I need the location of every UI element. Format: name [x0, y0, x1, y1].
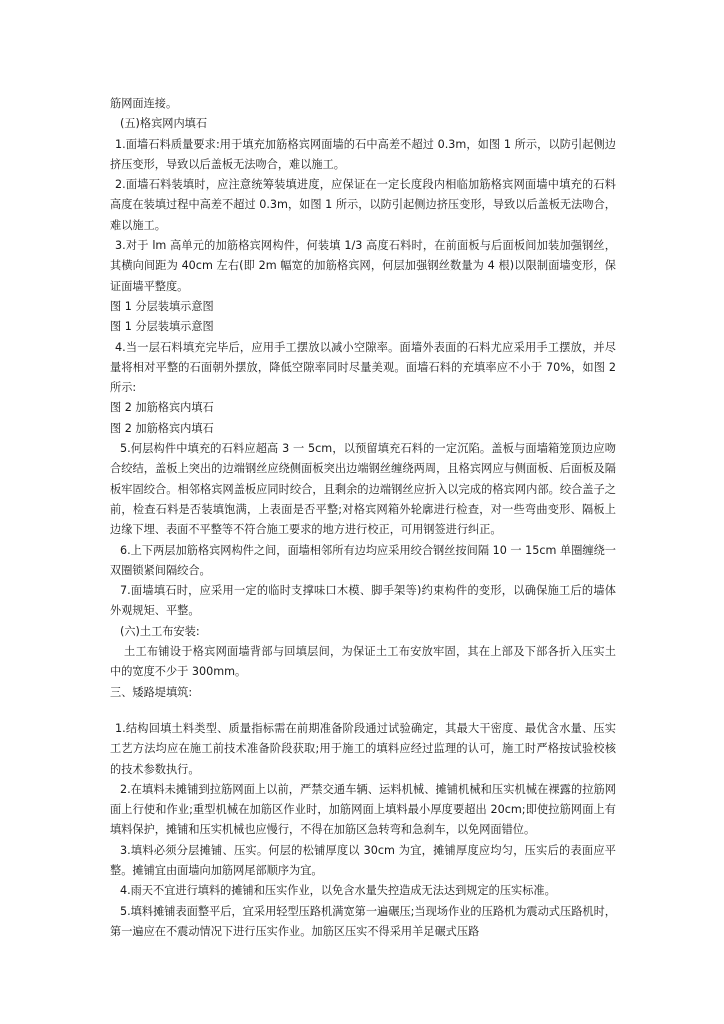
section-heading-3: 三、矮路堤填筑:: [110, 685, 193, 699]
section-heading-5: (五)格宾网内填石: [120, 117, 208, 131]
paragraph-fill-2: 2.在填料未摊铺到拉筋网面上以前，严禁交通车辆、运料机械、摊铺机械和压实机械在裸露的拉筋网面上行使和作业;重型机械在加筋区作业时，加筋网面上填料最小厚度要超出 20cm;即使拉筋网面上有填料保护，摊铺和压实机械也应慢行，不得在加筋区急转弯和急刹车，以免网面错位。: [110, 782, 616, 837]
figure-caption-2: 图 2 加筋格宾内填石: [110, 401, 214, 415]
paragraph-fill-3: 3.填料必须分层摊铺、压实。何层的松铺厚度以 30cm 为宜，摊铺厚度应均匀，压实后的表面应平整。摊铺宜由面墙向加筋网尾部顺序为宜。: [110, 843, 616, 877]
paragraph-item-7: 7.面墙填石时，应采用一定的临时支撑味口木模、脚手架等)约束构件的变形，以确保施工后的墙体外观规矩、平整。: [110, 584, 616, 618]
paragraph-item-5: 5.何层构件中填充的石料应超高 3 一 5cm，以预留填充石料的一定沉陷。盖板与面墙箱笼顶边应吻合绞结，盖板上突出的边端钢丝应绕侧面板突出边端钢丝缠绕两周，且格宾网应与侧面板、后面板及隔板牢固绞合。相邻格宾网盖板应同时绞合，且剩余的边端钢丝应折入以完成的格宾网内部。绞合盖子之前，检查石料是否装填饱满，上表面是否平整;对格宾网箱外轮廓进行检查，对一些弯曲变形、隔板上边缘下埋、表面不平整等不符合施工要求的地方进行校正，可用钢签进行纠正。: [110, 442, 616, 537]
paragraph-fill-5: 5.填料摊铺表面整平后，宜采用轻型压路机满宽第一遍碾压;当现场作业的压路机为震动式压路机时，第一遍应在不震动情况下进行压实作业。加筋区压实不得采用羊足碾式压路: [110, 904, 616, 938]
figure-caption-1: 图 1 分层装填示意图: [110, 299, 214, 313]
paragraph-geotextile: 土工布铺设于格宾网面墙背部与回填层间，为保证土工布安放牢固，其在上部及下部各折入压实土中的宽度不少于 300mm。: [110, 645, 616, 679]
figure-caption-2-repeat: 图 2 加筋格宾内填石: [110, 421, 214, 435]
paragraph-item-1: 1.面墙石料质量要求:用于填充加筋格宾网面墙的石中高差不超过 0.3m，如图 1 所示，以防引起侧边挤压变形，导致以后盖板无法吻合，难以施工。: [110, 137, 616, 171]
blank-line: [110, 703, 616, 719]
paragraph-item-6: 6.上下两层加筋格宾网构件之间，面墙相邻所有边均应采用绞合钢丝按间隔 10 一 15cm 单圈缠绕一双圈锁紧间隔绞合。: [110, 543, 616, 577]
paragraph-fill-1: 1.结构回填土料类型、质量指标需在前期准备阶段通过试验确定，其最大干密度、最优含水量、压实工艺方法均应在施工前技术准备阶段获取;用于施工的填料应经过监理的认可，施工时严格按试验校核的技术参数执行。: [110, 721, 616, 776]
section-heading-6: (六)土工布安装:: [120, 624, 200, 638]
document-page: [110, 94, 616, 942]
paragraph-item-4: 4.当一层石料填充完毕后，应用手工摆放以减小空隙率。面墙外表面的石料尤应采用手工摆放，并尽量将相对平整的石面朝外摆放，降低空隙率同时尽量美观。面墙石料的充填率应不小于 70%，如图 2 所示:: [110, 340, 616, 395]
paragraph-item-2: 2.面墙石料装填时，应注意统筹装填进度，应保证在一定长度段内相临加筋格宾网面墙中填充的石料高度在装填过程中高差不超过 0.3m，如图 1 所示，以防引起侧边挤压变形，导致以后盖板无法吻合，难以施工。: [110, 178, 616, 232]
paragraph-continuation: 筋网面连接。: [110, 97, 178, 110]
figure-caption-1-repeat: 图 1 分层装填示意图: [110, 320, 214, 334]
paragraph-fill-4: 4.雨天不宜进行填料的摊铺和压实作业，以免含水量失控造成无法达到规定的压实标准。: [120, 884, 556, 898]
paragraph-item-3: 3.对于 lm 高单元的加筋格宾网构件，何装填 1/3 高度石料时，在前面板与后面板间加装加强钢丝，其横向间距为 40cm 左右(即 2m 幅宽的加筋格宾网，何层加强钢丝数量为 4 根)以限制面墙变形，保证面墙平整度。: [110, 239, 616, 293]
